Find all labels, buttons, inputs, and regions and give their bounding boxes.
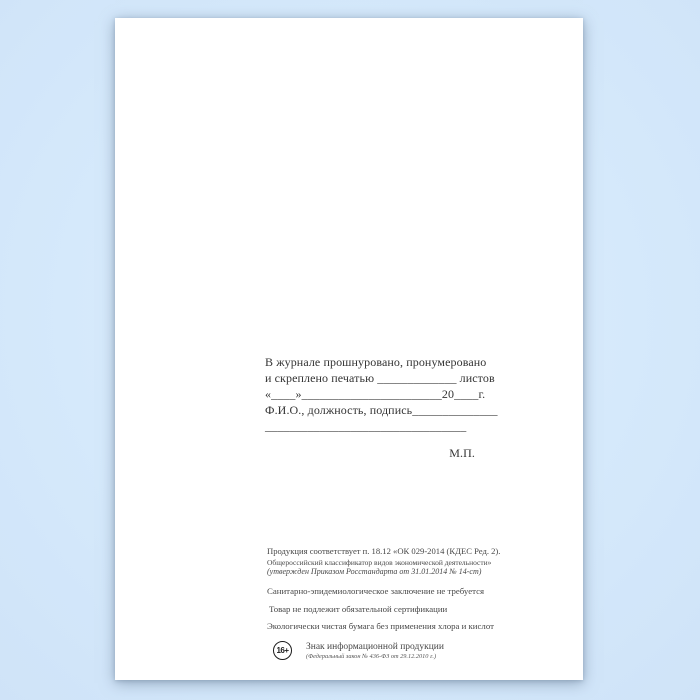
age-mark-title: Знак информационной продукции [306,642,444,652]
age-mark-law-note: (Федеральный закон № 436-ФЗ от 29.12.2010 г.) [306,653,437,660]
binding-certification-block [265,354,498,461]
binding-line-1: В журнале прошнуровано, пронумеровано [265,355,487,369]
binding-line-2: и скреплено печатью _____________ листов [265,371,495,385]
product-info-block [267,546,567,661]
stamp-place-label: М.П. [449,446,475,460]
sanitary-statement: Санитарно-эпидемиологическое заключение не требуется [267,586,485,596]
journal-back-page [115,18,583,680]
binding-line-5-blank: _________________________________ [265,419,467,433]
conformity-statement-line-2: Общероссийский классификатор видов экономической деятельности» [267,558,492,567]
age-mark-text [306,641,444,661]
age-16-plus-icon: 16+ [273,641,292,660]
eco-paper-statement: Экологически чистая бумага без применения хлора и кислот [267,621,494,631]
conformity-statement-line-3: (утвержден Приказом Росстандарта от 31.01.2014 № 14-ст) [267,567,482,576]
binding-line-3-date: «____»_______________________20____г. [265,387,486,401]
age-mark-row [273,641,567,661]
binding-line-4-signature: Ф.И.О., должность, подпись______________ [265,403,498,417]
certification-statement: Товар не подлежит обязательной сертификации [269,603,448,614]
conformity-statement-line-1: Продукция соответствует п. 18.12 «ОК 029-2014 (КДЕС Ред. 2). [267,546,501,556]
